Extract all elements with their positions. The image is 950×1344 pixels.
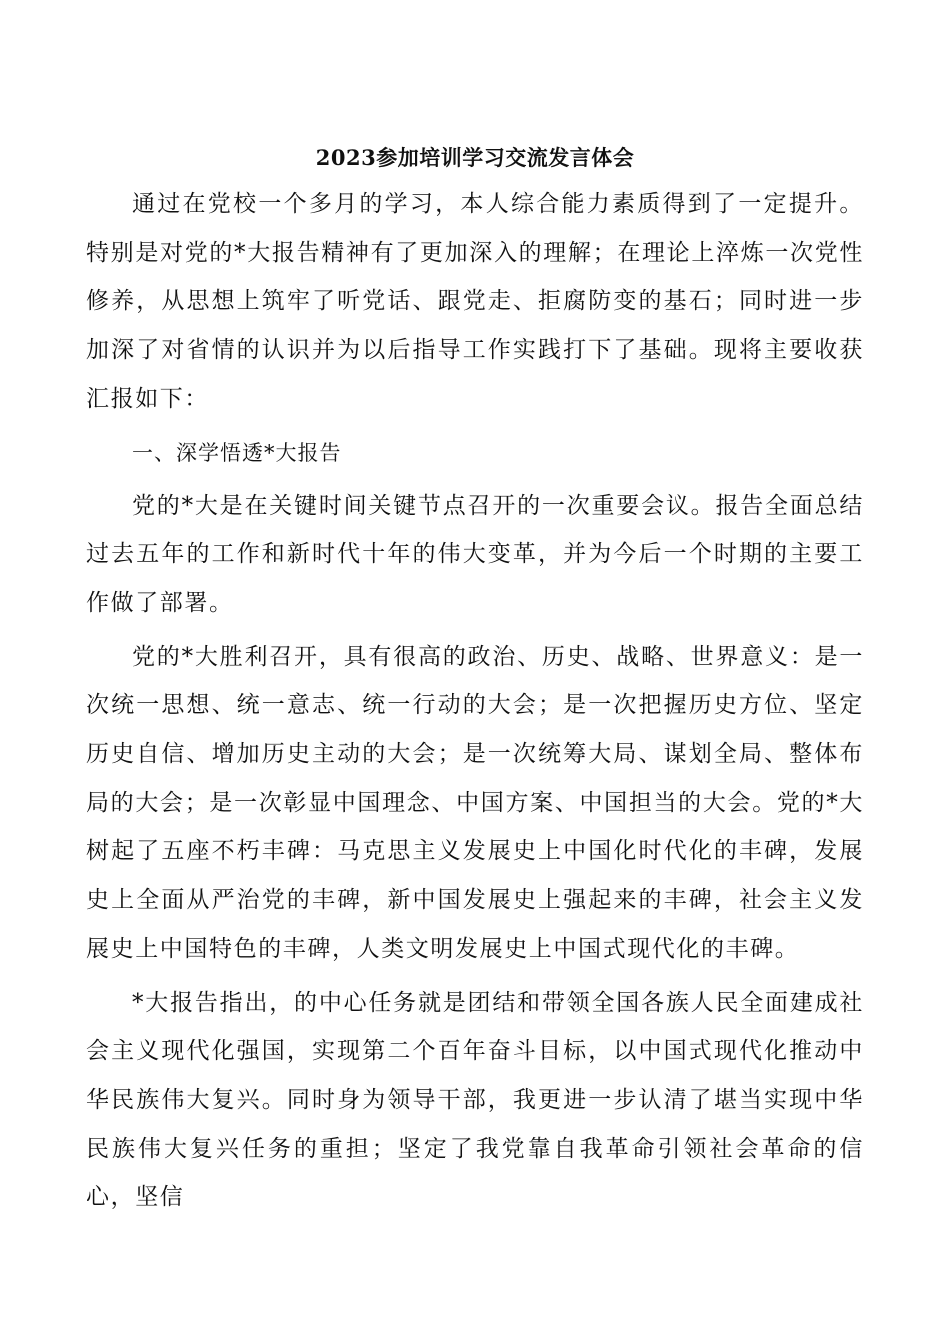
- intro-paragraph: 通过在党校一个多月的学习，本人综合能力素质得到了一定提升。特别是对党的*大报告精神有了更加深入的理解；在理论上淬炼一次党性修养，从思想上筑牢了听党话、跟党走、拒腐防变的基石；同时进一步加深了对省情的认识并为以后指导工作实践打下了基础。现将主要收获汇报如下：: [86, 191, 864, 412]
- body-paragraph: 党的*大是在关键时间关键节点召开的一次重要会议。报告全面总结过去五年的工作和新时代十年的伟大变革，并为今后一个时期的主要工作做了部署。: [86, 492, 864, 616]
- document-title: 2023参加培训学习交流发言体会: [315, 145, 635, 170]
- body-paragraph: 党的*大胜利召开，具有很高的政治、历史、战略、世界意义：是一次统一思想、统一意志、统一行动的大会；是一次把握历史方位、坚定历史自信、增加历史主动的大会；是一次统筹大局、谋划全局、整体布局的大会；是一次彰显中国理念、中国方案、中国担当的大会。党的*大树起了五座不朽丰碑：马克思主义发展史上中国化时代化的丰碑，发展史上全面从严治党的丰碑，新中国发展史上强起来的丰碑，社会主义发展史上中国特色的丰碑，人类文明发展史上中国式现代化的丰碑。: [86, 643, 864, 962]
- section-heading: 一、深学悟透*大报告: [132, 440, 342, 465]
- document-body: [86, 138, 864, 1222]
- body-paragraph: *大报告指出，的中心任务就是团结和带领全国各族人民全面建成社会主义现代化强国，实现第二个百年奋斗目标，以中国式现代化推动中华民族伟大复兴。同时身为领导干部，我更进一步认清了堪当实现中华民族伟大复兴任务的重担；坚定了我党靠自我革命引领社会革命的信心，坚信: [86, 989, 864, 1211]
